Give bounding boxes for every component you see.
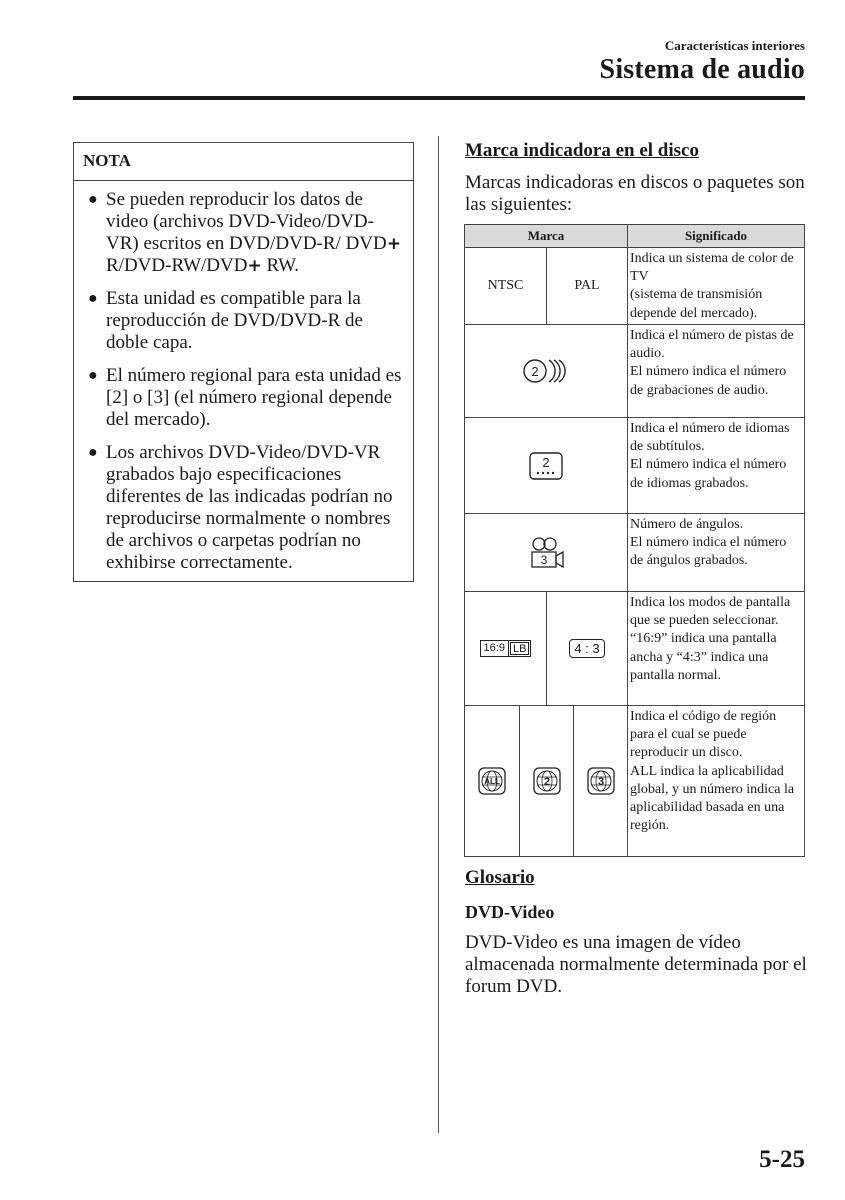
table-header (465, 225, 804, 248)
page-number: 5-25 (759, 1146, 805, 1173)
table-row (465, 706, 804, 856)
ratio-43-icon: 4 : 3 (569, 639, 604, 658)
section-label: Características interiores (664, 38, 805, 53)
meaning-text: El número indica el número de ángulos grabados. (630, 535, 787, 569)
pal-label: PAL (546, 248, 627, 324)
table-row (465, 418, 804, 514)
lb-label: LB (510, 642, 529, 655)
table-row (465, 248, 804, 325)
note-item-text: RW. (261, 255, 300, 276)
meaning-text: Indica un sistema de color de TV (630, 251, 794, 285)
marks-table (464, 224, 805, 857)
region-2-label: 2 (543, 776, 550, 788)
meaning-text: Número de ángulos. (630, 517, 744, 532)
globe-region-all-icon (478, 767, 506, 795)
column-divider (438, 136, 439, 1133)
meaning-text: ALL indica la aplicabilidad global, y un número indica la aplicabilidad basada en una región. (630, 763, 795, 834)
ratio-169-label: 16:9 (481, 641, 509, 656)
page-title: Sistema de audio (599, 54, 805, 85)
mark-cell (465, 592, 628, 705)
marks-heading: Marca indicadora en el disco (465, 140, 699, 161)
audio-tracks-number: 2 (531, 364, 539, 379)
region-3-label: 3 (597, 776, 604, 788)
table-row (465, 514, 804, 592)
globe-region-2-icon (533, 767, 561, 795)
meaning-cell (628, 592, 804, 705)
meaning-text: Indica el número de pistas de audio. (630, 328, 794, 362)
col-header-meaning: Significado (684, 228, 748, 243)
col-header-mark: Marca (465, 225, 628, 247)
mark-cell (465, 325, 628, 417)
camera-angles-icon (526, 536, 566, 570)
table-row (465, 592, 804, 706)
mark-cell (465, 514, 628, 591)
glossary-heading: Glosario (465, 867, 535, 888)
meaning-cell (628, 418, 804, 513)
angles-number: 3 (540, 552, 548, 567)
meaning-text: Indica el código de región para el cual se puede reproducir un disco. (630, 709, 777, 761)
screen-mode-cell (465, 592, 546, 705)
region-all-cell (465, 706, 519, 856)
widescreen-lb-icon (480, 640, 532, 657)
note-box (73, 142, 414, 582)
plus-icon: + (247, 256, 262, 276)
globe-region-3-icon (587, 767, 615, 795)
meaning-text: Indica el número de idiomas de subtítulos. (630, 421, 790, 455)
meaning-text: “16:9” indica una pantalla ancha y “4:3” indica una pantalla normal. (630, 631, 777, 683)
ntsc-label: NTSC (487, 278, 524, 293)
meaning-text: El número indica el número de grabaciones de audio. (630, 364, 787, 398)
glossary-definition: DVD-Video es una imagen de vídeo almacenada normalmente determinada por el forum DVD. (465, 932, 807, 997)
note-title: NOTA (74, 143, 413, 181)
subtitles-number: 2 (542, 454, 550, 470)
meaning-cell (628, 706, 804, 856)
subtitles-icon (528, 451, 564, 481)
glossary-term: DVD-Video (465, 902, 555, 922)
region-2-cell (519, 706, 573, 856)
note-item (84, 442, 403, 574)
note-list (74, 181, 413, 574)
note-item-text: R/DVD-RW/DVD (106, 255, 248, 276)
note-item-text: Los archivos DVD-Video/DVD-VR grabados bajo especificaciones diferentes de las indicadas podrían no reproducirse normalmente o nombres de archivos o carpetas podrían no exhibirse correctamente. (106, 442, 393, 573)
region-all-label: ALL (484, 777, 500, 786)
bullet-icon: ● (88, 367, 98, 384)
meaning-text: Indica los modos de pantalla que se pueden seleccionar. (630, 595, 791, 629)
bullet-icon: ● (88, 191, 98, 208)
meaning-cell (628, 325, 804, 417)
mark-cell (465, 706, 628, 856)
meaning-cell (628, 514, 804, 591)
mark-cell (465, 248, 628, 324)
note-item (84, 189, 403, 277)
header-rule (73, 96, 805, 100)
note-item (84, 288, 403, 354)
mark-cell (465, 418, 628, 513)
region-3-cell (573, 706, 627, 856)
note-item-text: El número regional para esta unidad es [2] o [3] (el número regional depende del mercado). (106, 365, 402, 430)
note-item-text: Esta unidad es compatible para la reproducción de DVD/DVD-R de doble capa. (106, 288, 363, 353)
bullet-icon: ● (88, 290, 98, 307)
table-row (465, 325, 804, 418)
marks-intro: Marcas indicadoras en discos o paquetes son las siguientes: (465, 172, 805, 215)
audio-tracks-icon (521, 356, 571, 386)
note-item-text: Se pueden reproducir los datos de video (archivos DVD-Video/DVD-VR) escritos en DVD/DVD-R/ DVD (106, 189, 387, 254)
meaning-cell (628, 248, 804, 324)
bullet-icon: ● (88, 444, 98, 461)
screen-mode-cell (546, 592, 627, 705)
note-item (84, 365, 403, 431)
plus-icon: + (386, 234, 401, 254)
meaning-text: El número indica el número de idiomas grabados. (630, 457, 787, 491)
meaning-text: (sistema de transmisión depende del mercado). (630, 287, 763, 321)
